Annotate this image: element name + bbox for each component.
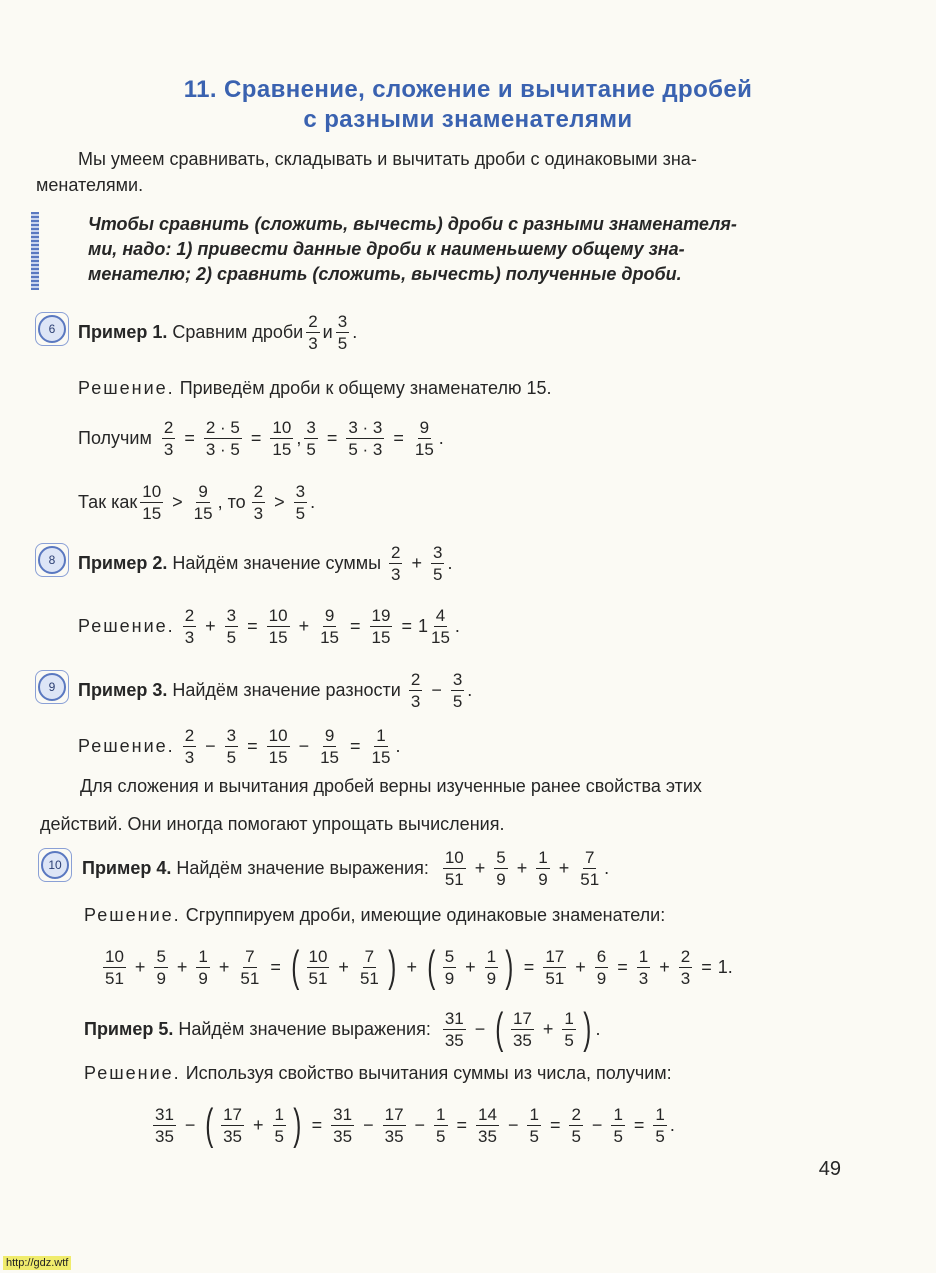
get-word: Получим <box>78 427 152 448</box>
page-number: 49 <box>818 1158 841 1180</box>
example-1-conclusion: Так как $\frac{10}{15}$ > $\frac{9}{15}$ , то $\frac{2}{3}$ > $\frac{3}{5}$ . <box>78 481 316 523</box>
fraction-3-5: $\frac{3}{5}$ <box>337 311 348 353</box>
since-word: Так как <box>78 491 138 512</box>
properties-text-1: Для сложения и вычитания дробей верны изученные ранее свойства этих <box>80 776 702 796</box>
and-word: и <box>322 321 333 342</box>
example-4-solution-text: Сгруппируем дроби, имеющие одинаковые знаменатели: <box>185 905 666 925</box>
rule-line-3: менателю; 2) сравнить (сложить, вычесть) полученные дроби. <box>88 264 682 284</box>
example-2-label: Пример 2. <box>78 552 168 573</box>
example-3-header: Пример 3. Найдём значение разности $\frac{2}{3}$ − $\frac{3}{5}$ . <box>78 669 473 711</box>
example-1-header: Пример 1. Сравним дроби $\frac{2}{3}$ и $\frac{3}{5}$ . <box>78 311 358 353</box>
properties-text-2: действий. Они иногда помогают упрощать вычисления. <box>40 814 505 834</box>
example-3-label: Пример 3. <box>78 679 168 700</box>
exercise-badge-9: 9 <box>38 673 66 701</box>
example-5-calculation: $\frac{31}{35}$ − ( $\frac{17}{35}$ + $\frac{1}{5}$ ) = $\frac{31}{35}$ − $\frac{17}{35}$ − $\frac{1}{5}$ = $\frac{14}{35}$ − $\frac{1}{5}$ = $\frac{2}{5}$ − $\frac{1}{5}$ = $\frac{1}{5}$ . <box>155 1100 675 1149</box>
example-1-solution <box>78 378 551 399</box>
exercise-badge-10: 10 <box>41 851 69 879</box>
intro-text-2: менателями. <box>36 175 144 195</box>
example-4-solution <box>84 905 665 926</box>
example-1-solution-text: Приведём дроби к общему знаменателю 15. <box>179 378 552 398</box>
example-2-text: Найдём значение суммы <box>172 552 382 573</box>
rule-line-1: Чтобы сравнить (сложить, вычесть) дроби с разными знаменателя- <box>88 214 737 234</box>
example-1-conversion: Получим $\frac{2}{3}$ = $\frac{2 \cdot 5}{3 \cdot 5}$ = $\frac{10}{15}$ , $\frac{3}{5}$ = $\frac{3 \cdot 3}{5 \cdot 3}$ = $\frac{9}{15}$ . <box>78 417 444 459</box>
example-2-solution: Решение. $\frac{2}{3}$ + $\frac{3}{5}$ = $\frac{10}{15}$ + $\frac{9}{15}$ = $\frac{19}{15}$ = 1 $\frac{4}{15}$ . <box>78 605 460 647</box>
example-5-label: Пример 5. <box>84 1018 174 1039</box>
section-title-line-1: 11. Сравнение, сложение и вычитание дробей <box>183 76 753 103</box>
rule-line-2: ми, надо: 1) привести данные дроби к наименьшему общему зна- <box>88 239 685 259</box>
example-5-text: Найдём значение выражения: <box>178 1018 431 1039</box>
example-3-solution: Решение. $\frac{2}{3}$ − $\frac{3}{5}$ = $\frac{10}{15}$ − $\frac{9}{15}$ = $\frac{1}{15}$ . <box>78 725 401 767</box>
intro-text-1: Мы умеем сравнивать, складывать и вычитать дроби с одинаковыми зна- <box>78 149 697 169</box>
example-4-calculation: $\frac{10}{51}$ + $\frac{5}{9}$ + $\frac{1}{9}$ + $\frac{7}{51}$ = ( $\frac{10}{51}$ + $\frac{7}{51}$ ) + ( $\frac{5}{9}$ + $\frac{1}{9}$ ) = $\frac{17}{51}$ + $\frac{6}{9}$ = $\frac{1}{3}$ + $\frac{2}{3}$ = 1. <box>105 942 733 991</box>
example-4-text: Найдём значение выражения: <box>176 857 429 878</box>
example-5-solution-text: Используя свойство вычитания суммы из числа, получим: <box>185 1063 672 1083</box>
solution-label: Решение. <box>78 615 175 636</box>
then-word: , то <box>217 491 246 512</box>
exercise-badge-6: 6 <box>38 315 66 343</box>
example-4-label: Пример 4. <box>82 857 172 878</box>
solution-label: Решение. <box>84 905 181 925</box>
exercise-badge-8: 8 <box>38 546 66 574</box>
example-2-header: Пример 2. Найдём значение суммы $\frac{2}{3}$ + $\frac{3}{5}$ . <box>78 542 453 584</box>
example-5-header: Пример 5. Найдём значение выражения: $\frac{31}{35}$ − ( $\frac{17}{35}$ + $\frac{1}{5}$ ) . <box>84 1004 601 1053</box>
solution-label: Решение. <box>78 378 175 398</box>
example-4-header: Пример 4. Найдём значение выражения: $\frac{10}{51}$ + $\frac{5}{9}$ + $\frac{1}{9}$ + $\frac{7}{51}$ . <box>82 847 610 889</box>
example-1-label: Пример 1. <box>78 321 168 342</box>
example-1-text: Сравним дроби <box>172 321 304 342</box>
example-3-text: Найдём значение разности <box>172 679 401 700</box>
watermark-link[interactable]: http://gdz.wtf <box>3 1256 71 1270</box>
section-title-line-2: с разными знаменателями <box>303 106 633 133</box>
example-5-solution <box>84 1063 672 1084</box>
solution-label: Решение. <box>84 1063 181 1083</box>
fraction-2-3: $\frac{2}{3}$ <box>308 311 318 353</box>
rule-marker <box>31 212 39 290</box>
solution-label: Решение. <box>78 735 175 756</box>
